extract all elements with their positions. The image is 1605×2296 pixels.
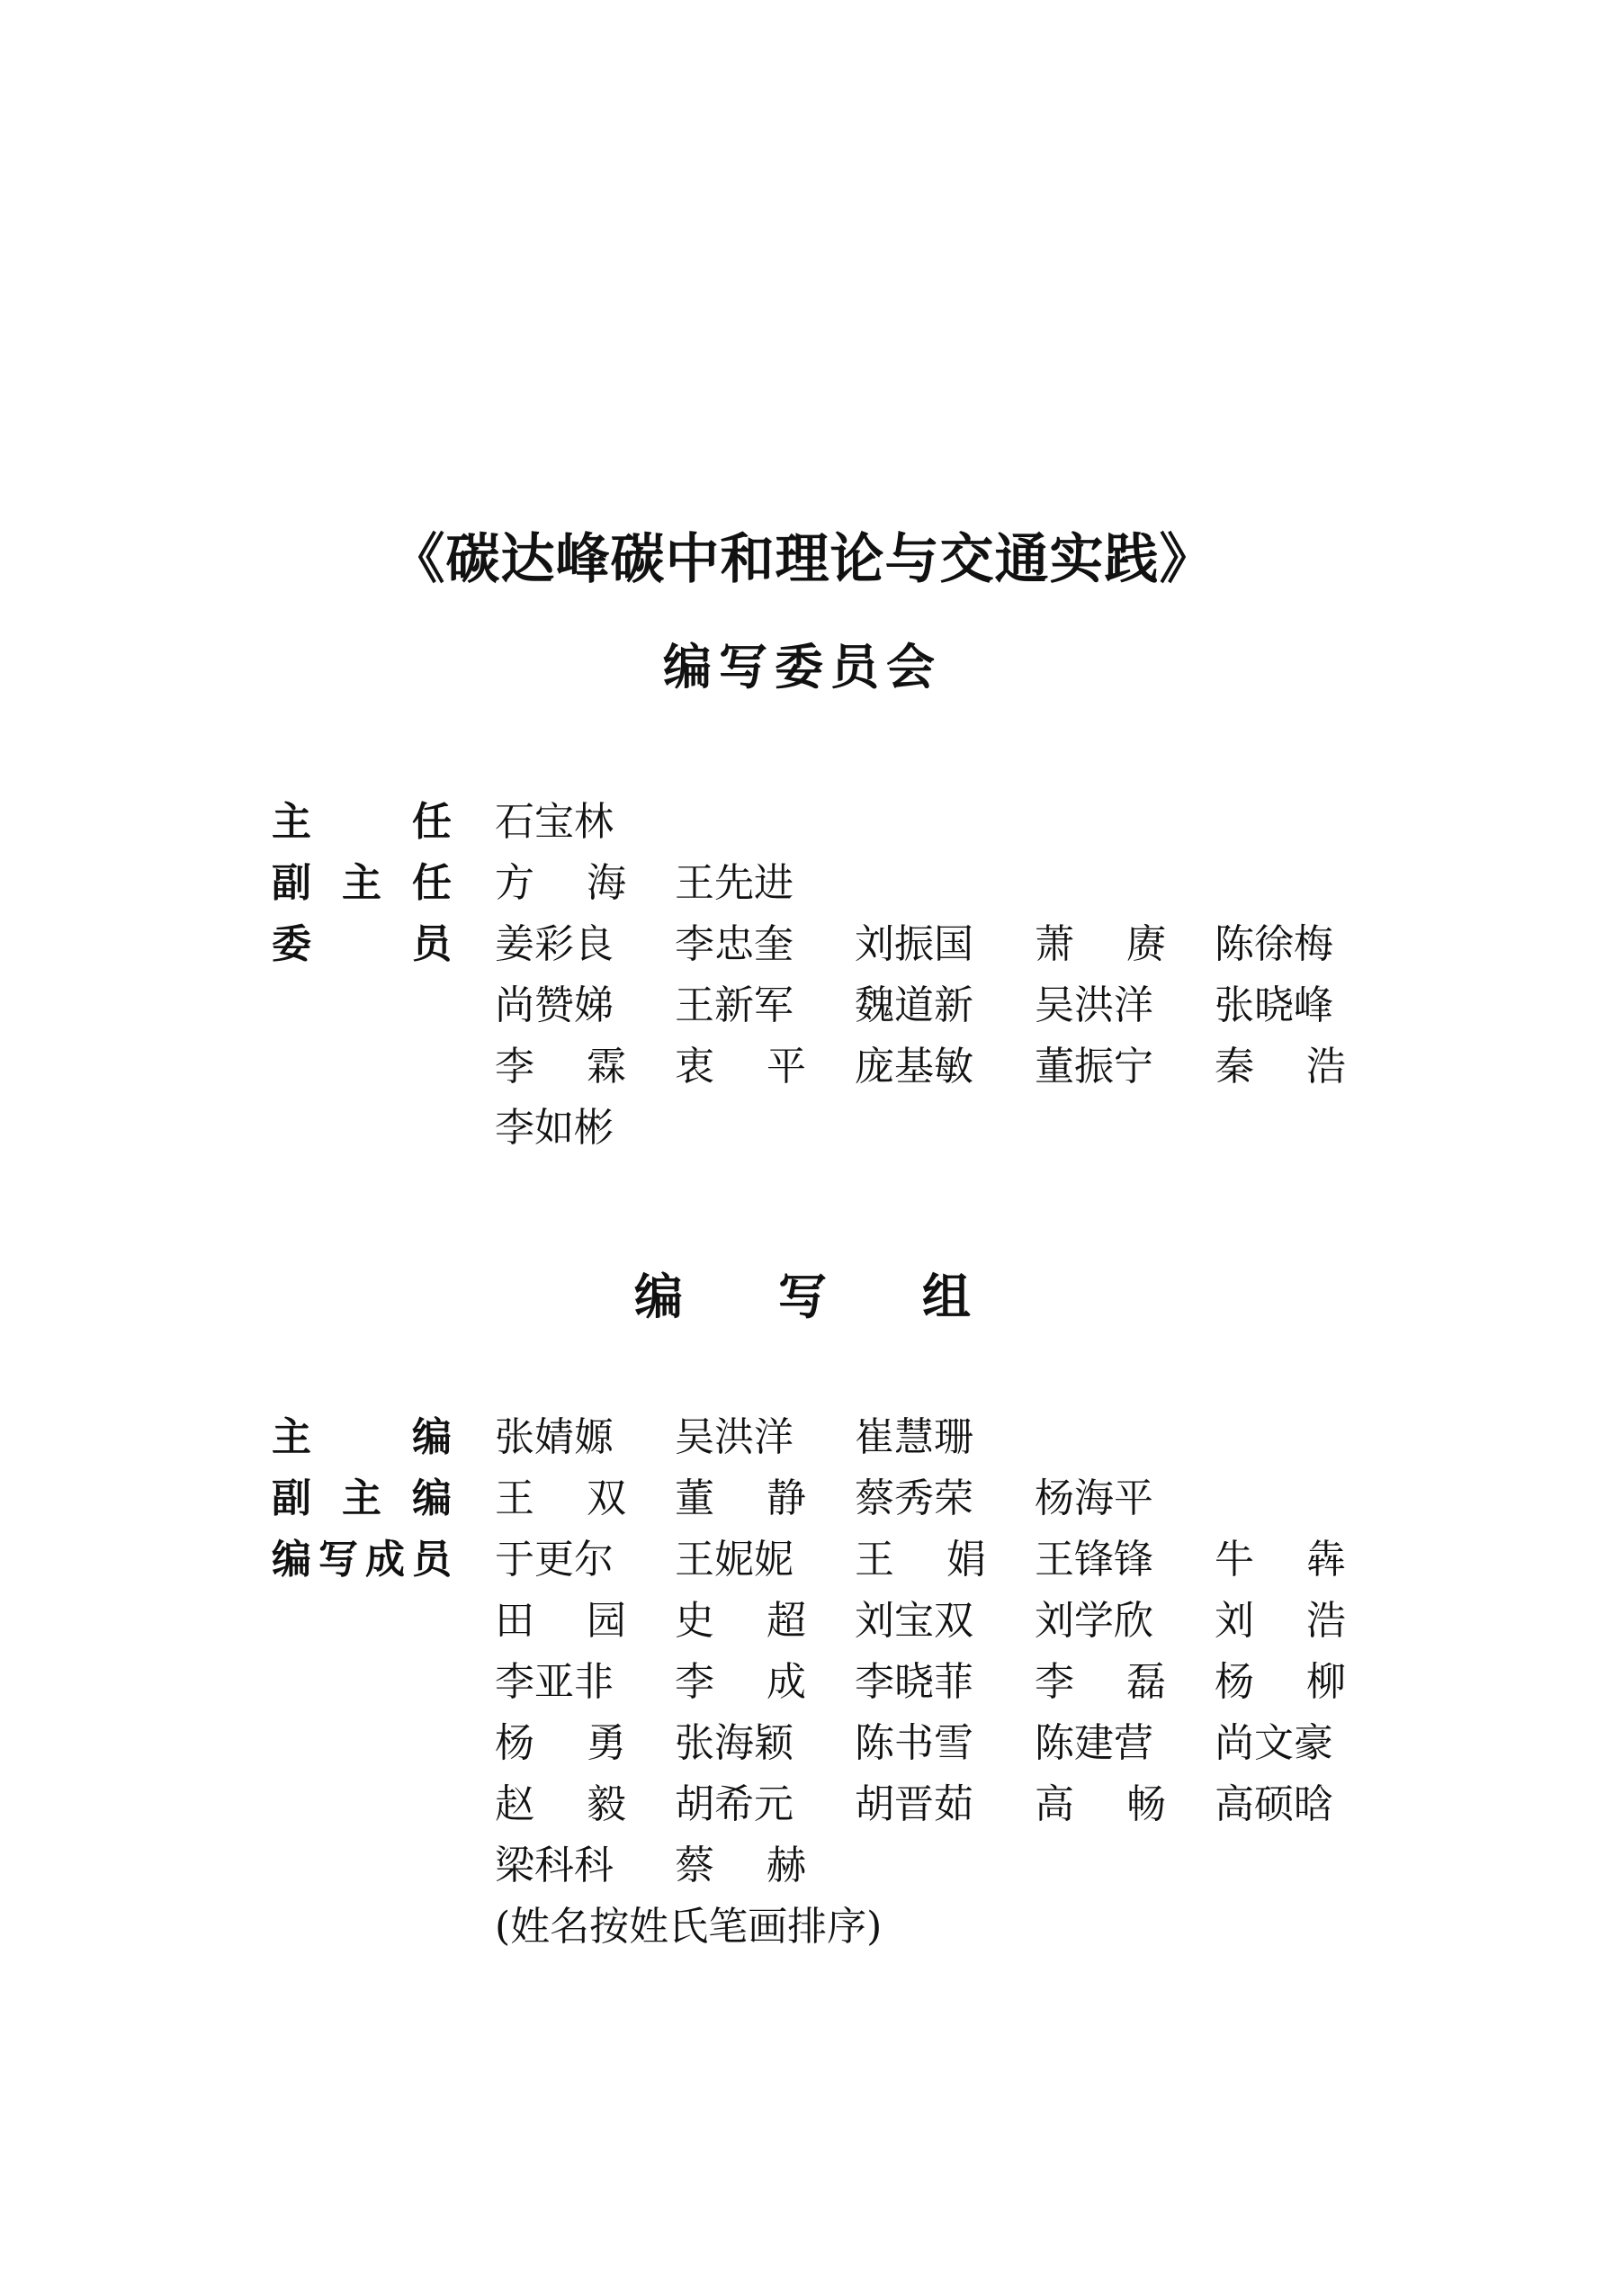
person-name: 石宝林 xyxy=(495,799,614,845)
person-name: 姜彩良 xyxy=(495,921,614,967)
person-name: 李 成 xyxy=(675,1659,806,1705)
name-slot xyxy=(495,1713,675,1774)
person-name: 董振宁 xyxy=(1035,1044,1153,1090)
name-slot xyxy=(855,1407,1035,1468)
role-label-char: 员 xyxy=(412,1537,452,1583)
role-row xyxy=(272,1529,1405,1897)
name-slot xyxy=(1215,975,1394,1036)
person-name: 吴洪洋 xyxy=(675,1414,794,1460)
person-name: 于更尔 xyxy=(495,1537,614,1583)
person-name: 李亚非 xyxy=(495,1659,614,1705)
name-slot xyxy=(1035,1774,1215,1835)
role-label-char: 主 xyxy=(272,1414,311,1460)
person-name: 高硕晗 xyxy=(1215,1781,1333,1827)
committee-roster xyxy=(272,792,1405,1159)
person-name: 张婧嫄 xyxy=(495,1414,614,1460)
role-row xyxy=(272,1468,1405,1529)
role-label-char: 任 xyxy=(412,860,452,906)
name-slot xyxy=(495,1407,675,1468)
role-label-char: 成 xyxy=(365,1537,405,1583)
name-slot xyxy=(1215,914,1394,975)
name-slot xyxy=(495,1468,675,1529)
person-name: 方 海 xyxy=(495,860,626,906)
role-names xyxy=(452,1468,1405,1529)
person-name: 萧 赓 xyxy=(1035,921,1166,967)
name-slot xyxy=(855,914,1035,975)
role-row xyxy=(272,853,1405,914)
role-names xyxy=(452,1529,1405,1897)
person-name: 王新军 xyxy=(675,982,794,1028)
person-name: 刘振国 xyxy=(855,921,973,967)
role-names xyxy=(452,1407,1405,1468)
role-label xyxy=(272,1407,452,1468)
role-label-char: 主 xyxy=(342,1475,381,1521)
person-name: 陈徐梅 xyxy=(1215,921,1333,967)
role-label-char: 副 xyxy=(272,1475,311,1521)
name-slot xyxy=(1035,1529,1215,1591)
person-name: 衷 平 xyxy=(675,1044,806,1090)
name-slot xyxy=(1035,1713,1215,1774)
name-slot xyxy=(855,1652,1035,1713)
name-slot xyxy=(495,914,675,975)
name-slot xyxy=(855,1468,1035,1529)
ordering-note: (姓名按姓氏笔画排序) xyxy=(495,1904,883,1950)
role-label-char: 写 xyxy=(318,1537,358,1583)
role-label xyxy=(272,792,452,853)
person-name: 陈建营 xyxy=(1035,1720,1153,1766)
person-name: 蔡 赫 xyxy=(675,1843,806,1888)
person-name: 李如彬 xyxy=(495,1105,614,1151)
person-name: 胡希元 xyxy=(675,1781,794,1827)
name-slot xyxy=(675,914,855,975)
name-slot xyxy=(855,1774,1035,1835)
name-slot xyxy=(855,975,1035,1036)
name-slot xyxy=(855,1529,1035,1591)
person-name: 梁科科 xyxy=(495,1843,614,1888)
person-name: 王 娟 xyxy=(855,1537,986,1583)
name-slot xyxy=(495,1652,675,1713)
person-name: 尚文豪 xyxy=(1215,1720,1333,1766)
name-slot xyxy=(855,1036,1035,1098)
role-names xyxy=(452,853,1405,914)
name-slot xyxy=(495,1036,675,1098)
role-label xyxy=(272,914,452,975)
person-name: 张晓峰 xyxy=(1215,982,1333,1028)
person-name: 杨 柳 xyxy=(1215,1659,1346,1705)
group-roster xyxy=(272,1407,1405,1958)
name-slot xyxy=(1215,1652,1394,1713)
person-name: 高 畅 xyxy=(1035,1781,1166,1827)
person-name: 胡晋茹 xyxy=(855,1781,973,1827)
name-slot xyxy=(675,1407,855,1468)
role-label-char: 编 xyxy=(412,1475,452,1521)
group-heading-char: 组 xyxy=(922,1269,971,1325)
name-slot xyxy=(1035,1652,1215,1713)
name-slot xyxy=(495,1835,675,1897)
role-label xyxy=(272,1529,452,1591)
person-name: 李忠奎 xyxy=(675,921,794,967)
role-row xyxy=(272,792,1405,853)
person-name: 张海颖 xyxy=(675,1720,794,1766)
person-name: 李晓菲 xyxy=(855,1659,973,1705)
name-slot xyxy=(495,853,675,914)
person-name: 李 霖 xyxy=(495,1044,626,1090)
role-names xyxy=(452,792,1405,853)
name-slot xyxy=(675,1652,855,1713)
name-slot xyxy=(675,1713,855,1774)
person-name: 杨海平 xyxy=(1035,1475,1153,1521)
name-slot xyxy=(1215,1774,1394,1835)
group-heading-char: 编 xyxy=(634,1269,683,1325)
name-slot xyxy=(1215,1529,1394,1591)
name-slot xyxy=(675,1036,855,1098)
person-name: 王 双 xyxy=(495,1475,626,1521)
name-slot xyxy=(1035,1468,1215,1529)
group-heading xyxy=(0,1265,1605,1330)
person-name: 王妮妮 xyxy=(675,1537,794,1583)
role-label-char: 编 xyxy=(272,1537,311,1583)
name-slot xyxy=(855,1591,1035,1652)
role-label-char: 委 xyxy=(272,921,311,967)
name-slot xyxy=(1215,1713,1394,1774)
name-slot xyxy=(1035,1036,1215,1098)
name-slot xyxy=(495,975,675,1036)
name-slot xyxy=(1215,1591,1394,1652)
person-name: 陈书雪 xyxy=(855,1720,973,1766)
name-slot xyxy=(855,1713,1035,1774)
person-name: 秦 浩 xyxy=(1215,1044,1346,1090)
person-name: 赵 毅 xyxy=(495,1781,626,1827)
role-row xyxy=(272,1407,1405,1468)
name-slot xyxy=(495,1774,675,1835)
person-name: 王锋锋 xyxy=(1035,1537,1153,1583)
name-slot xyxy=(675,975,855,1036)
role-row xyxy=(272,914,1405,1159)
person-name: 崔慧珊 xyxy=(855,1414,973,1460)
person-name: 董 静 xyxy=(675,1475,806,1521)
name-slot xyxy=(675,1835,855,1897)
role-label xyxy=(272,853,452,914)
role-label xyxy=(272,1468,452,1529)
role-label-char: 主 xyxy=(272,799,311,845)
person-name: 蔡秀荣 xyxy=(855,1475,973,1521)
person-name: 刘 浩 xyxy=(1215,1598,1346,1644)
role-label-char: 任 xyxy=(412,799,452,845)
name-slot xyxy=(1215,1036,1394,1098)
name-slot xyxy=(495,1591,675,1652)
person-name: 魏道新 xyxy=(855,982,973,1028)
name-slot xyxy=(1035,914,1215,975)
role-label-char: 编 xyxy=(412,1414,452,1460)
name-slot xyxy=(495,1529,675,1591)
person-name: 王先进 xyxy=(675,860,794,906)
person-name: 李 磊 xyxy=(1035,1659,1166,1705)
name-slot xyxy=(675,1774,855,1835)
person-name: 田 园 xyxy=(495,1598,626,1644)
group-heading-char: 写 xyxy=(778,1269,827,1325)
name-slot xyxy=(1035,975,1215,1036)
person-name: 刘宝双 xyxy=(855,1598,973,1644)
name-slot xyxy=(675,1591,855,1652)
name-slot xyxy=(675,853,855,914)
role-label-char: 员 xyxy=(412,921,452,967)
person-name: 尚赞娣 xyxy=(495,982,614,1028)
name-slot xyxy=(495,1098,675,1159)
name-slot xyxy=(675,1468,855,1529)
committee-heading: 编写委员会 xyxy=(663,639,942,695)
person-name: 牛 犇 xyxy=(1215,1537,1346,1583)
name-slot xyxy=(675,1529,855,1591)
role-label-char: 主 xyxy=(342,860,381,906)
person-name: 史 超 xyxy=(675,1598,806,1644)
role-label-char: 副 xyxy=(272,860,311,906)
person-name: 刘学欣 xyxy=(1035,1598,1153,1644)
name-slot xyxy=(495,792,675,853)
person-name: 庞基敏 xyxy=(855,1044,973,1090)
book-title: 《碳达峰碳中和理论与交通实践》 xyxy=(390,528,1215,591)
person-name: 杨 勇 xyxy=(495,1720,626,1766)
role-names xyxy=(452,914,1405,1159)
person-name: 吴洪洋 xyxy=(1035,982,1153,1028)
name-slot xyxy=(1035,1591,1215,1652)
